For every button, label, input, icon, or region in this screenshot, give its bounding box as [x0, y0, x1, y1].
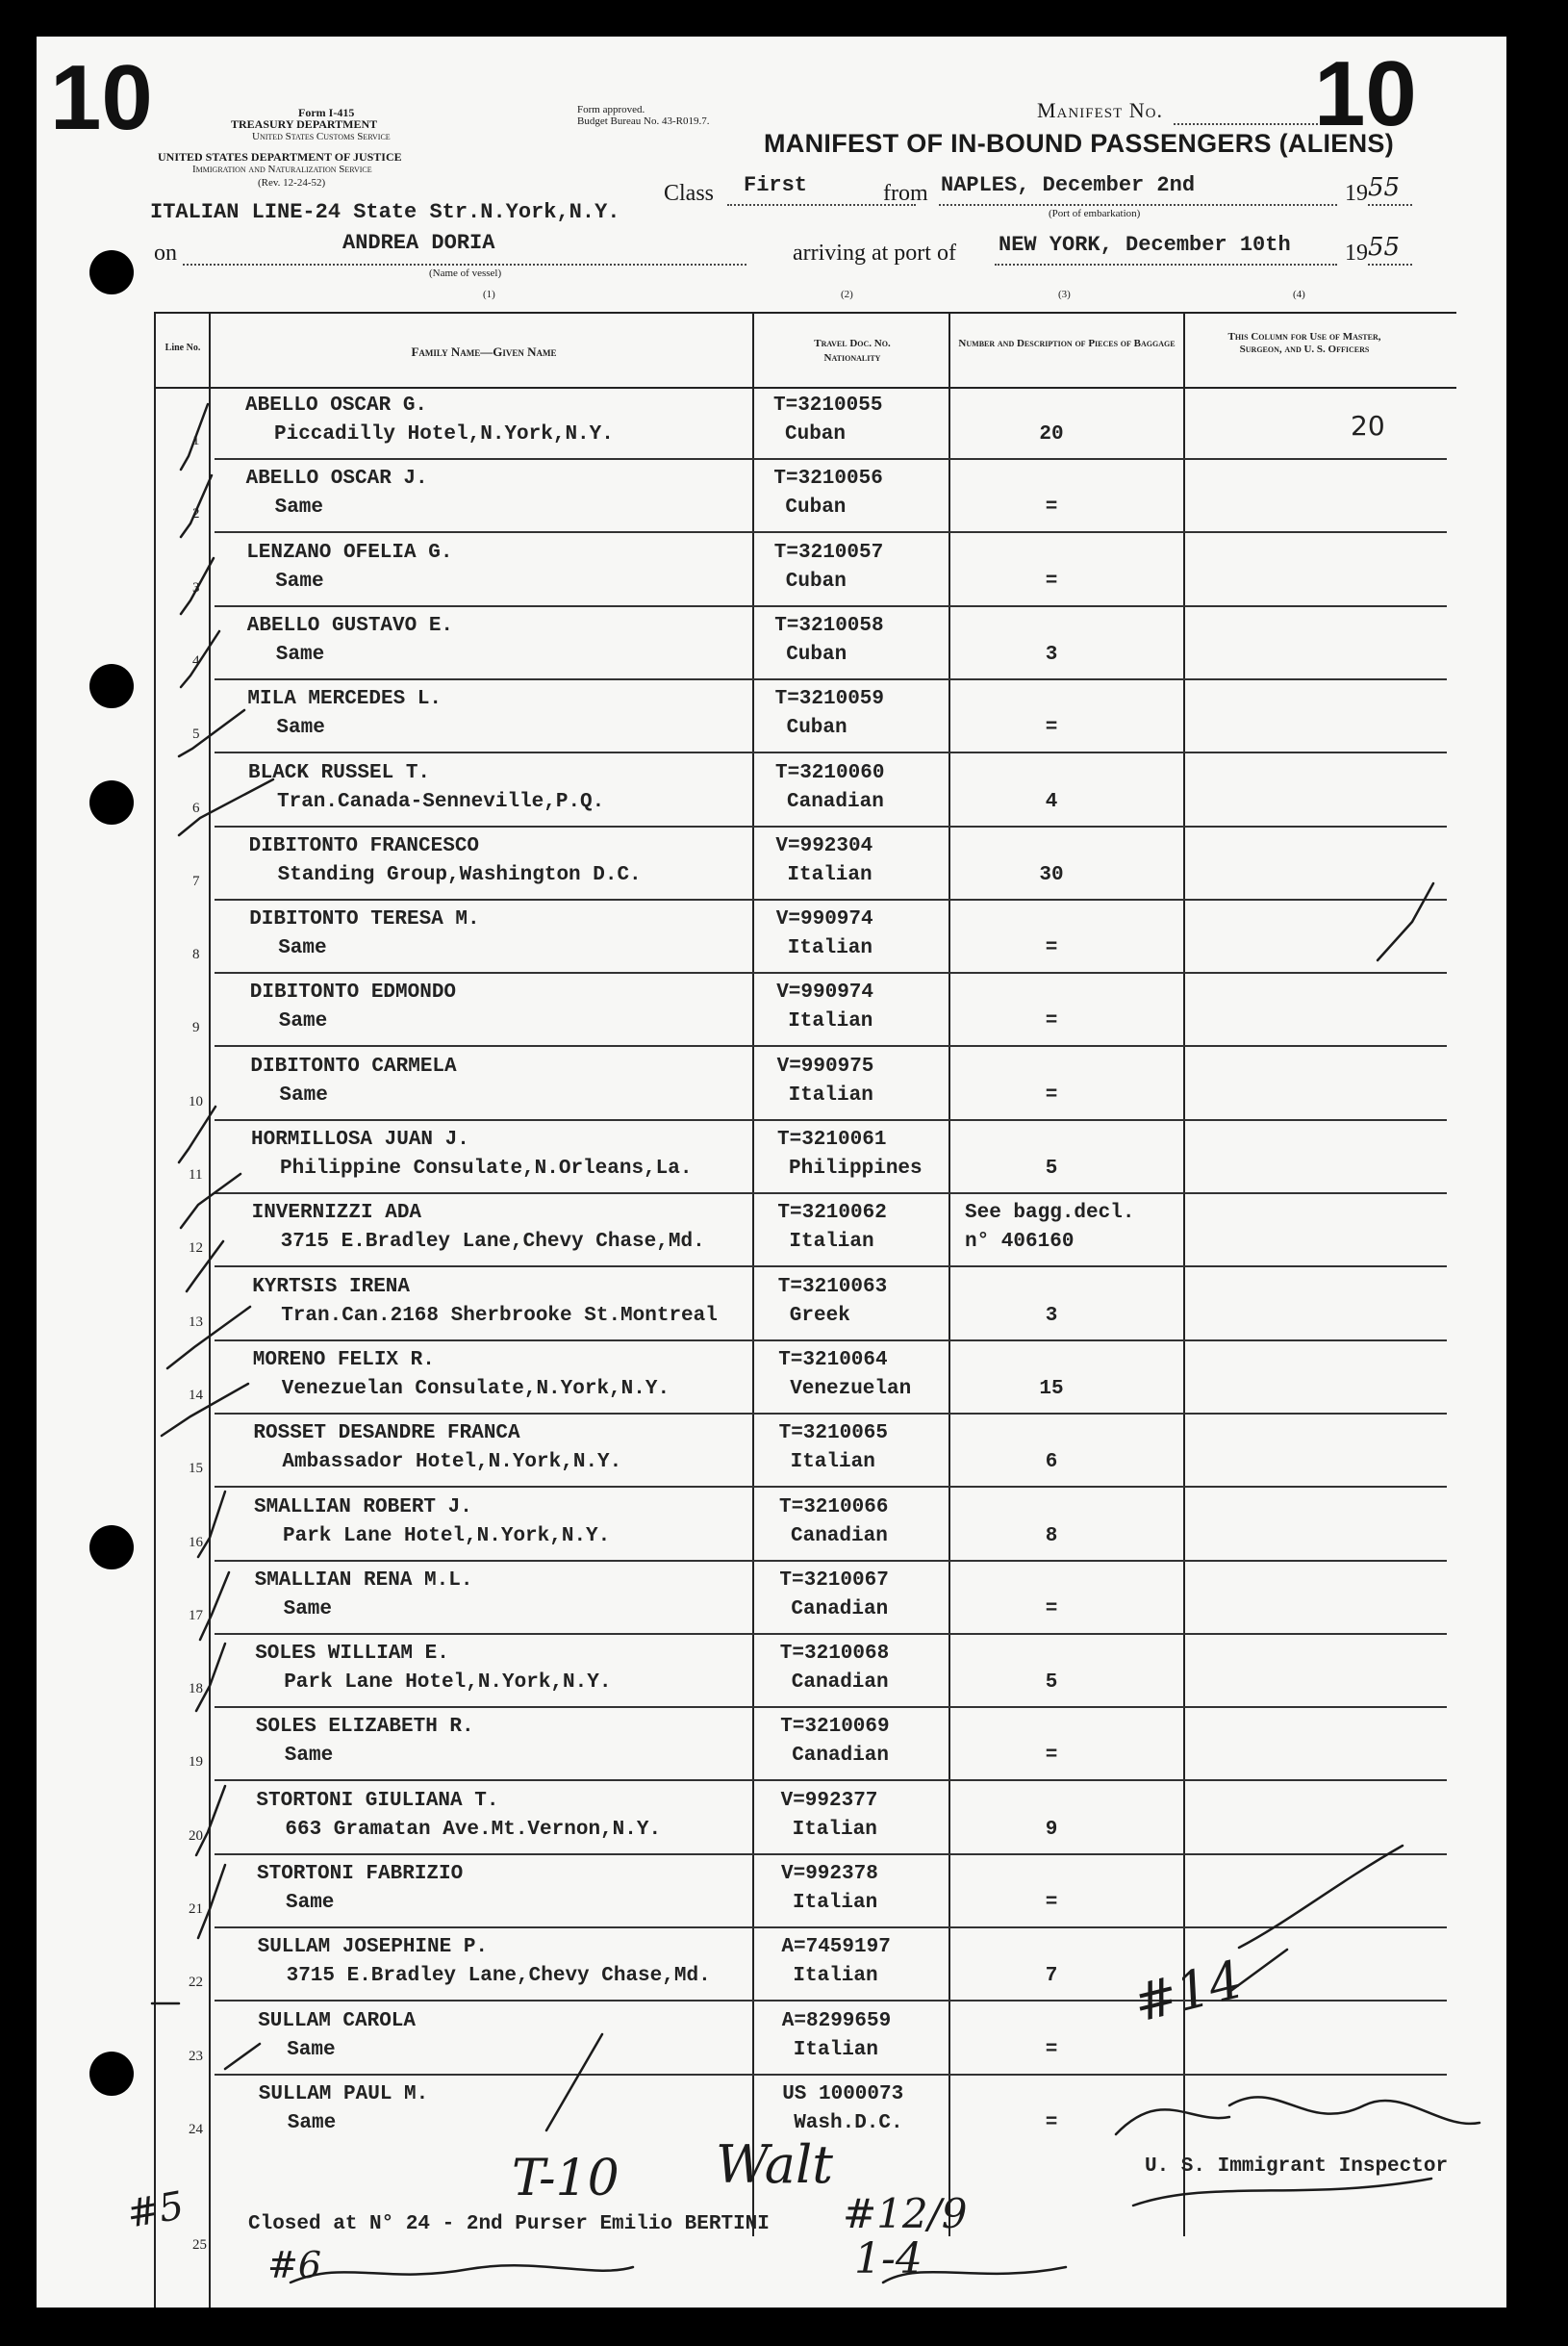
- line-number: 5: [192, 727, 200, 743]
- handwritten-num-left: #5: [123, 2183, 188, 2237]
- baggage-declaration: See bagg.decl.: [965, 1202, 1135, 1225]
- travel-doc-number: A=7459197: [781, 1936, 891, 1959]
- passenger-address: Same: [276, 717, 325, 740]
- nationality: Philippines: [789, 1158, 923, 1180]
- passenger-address: Park Lane Hotel,N.York,N.Y.: [284, 1671, 612, 1695]
- passenger-name: KYRTSIS IRENA: [252, 1275, 411, 1298]
- travel-doc-number: A=8299659: [781, 2009, 892, 2032]
- passenger-address: Piccadilly Hotel,N.York,N.Y.: [274, 423, 614, 446]
- travel-doc-number: T=3210055: [773, 395, 883, 417]
- nationality: Canadian: [792, 1745, 890, 1768]
- line-number: 22: [189, 1975, 203, 1991]
- line-number: 2: [192, 506, 200, 523]
- passenger-name: ROSSET DESANDRE FRANCA: [253, 1422, 520, 1445]
- nationality: Italian: [793, 2038, 879, 2061]
- officer-note: 20: [1351, 410, 1385, 442]
- vessel-name-label: (Name of vessel): [429, 268, 502, 279]
- baggage-count: =: [1045, 717, 1058, 740]
- nationality: Italian: [793, 1892, 878, 1914]
- passenger-name: STORTONI FABRIZIO: [257, 1863, 464, 1885]
- travel-doc-number: T=3210060: [775, 761, 885, 784]
- baggage-count: =: [1045, 1084, 1058, 1107]
- baggage-count: 3: [1045, 643, 1058, 666]
- nationality: Cuban: [785, 423, 847, 446]
- baggage-count: 8: [1045, 1524, 1058, 1547]
- travel-doc-number: T=3210063: [777, 1275, 888, 1298]
- baggage-count: =: [1045, 1745, 1058, 1768]
- arriving-value: NEW YORK, December 10th: [999, 233, 1291, 257]
- passenger-name: DIBITONTO EDMONDO: [249, 982, 457, 1005]
- line-number: 18: [189, 1681, 203, 1697]
- line-number: 14: [189, 1387, 203, 1403]
- ins-service: Immigration and Naturalization Service: [192, 164, 372, 175]
- footer-line-number: 25: [192, 2237, 207, 2253]
- year-prefix-2: 19: [1345, 241, 1368, 266]
- line-number: 20: [189, 1827, 203, 1844]
- baggage-count: 5: [1045, 1671, 1058, 1695]
- line-address: ITALIAN LINE-24 State Str.N.York,N.Y.: [150, 200, 620, 224]
- travel-doc-number: T=3210065: [778, 1422, 889, 1445]
- passenger-name: MORENO FELIX R.: [252, 1348, 435, 1371]
- baggage-count: =: [1045, 2111, 1058, 2134]
- nationality: Cuban: [785, 570, 847, 593]
- line-number: 17: [189, 1607, 203, 1623]
- line-number: 16: [189, 1534, 203, 1550]
- travel-doc-number: V=992304: [775, 834, 873, 857]
- nationality: Wash.D.C.: [794, 2111, 903, 2134]
- nationality: Canadian: [791, 1671, 889, 1695]
- header-baggage: Number and Description of Pieces of Baggage: [958, 338, 1176, 349]
- line-number: 1: [192, 433, 200, 448]
- passenger-name: SMALLIAN ROBERT J.: [254, 1495, 472, 1518]
- travel-doc-number: T=3210061: [777, 1129, 887, 1151]
- passenger-address: Same: [284, 1745, 334, 1768]
- nationality: Cuban: [785, 497, 847, 520]
- nationality: Canadian: [791, 1524, 888, 1547]
- from-value: NAPLES, December 2nd: [941, 173, 1196, 197]
- column-number-4: (4): [1293, 289, 1305, 300]
- nationality: Canadian: [791, 1597, 889, 1620]
- baggage-count: =: [1045, 2038, 1058, 2061]
- line-number: 21: [189, 1901, 203, 1917]
- nationality: Italian: [787, 937, 873, 960]
- column-number-3: (3): [1058, 289, 1071, 300]
- passenger-name: DIBITONTO FRANCESCO: [248, 834, 480, 857]
- nationality: Italian: [792, 1818, 877, 1841]
- passenger-name: BLACK RUSSEL T.: [248, 761, 431, 784]
- passenger-address: Same: [278, 937, 327, 960]
- baggage-count: =: [1045, 1597, 1058, 1620]
- year-value-2: 55: [1368, 233, 1401, 262]
- from-label: from: [883, 181, 928, 206]
- baggage-count: 6: [1045, 1451, 1058, 1474]
- passenger-name: SOLES WILLIAM E.: [255, 1643, 449, 1666]
- baggage-count: 20: [1039, 423, 1064, 446]
- passenger-address: 3715 E.Bradley Lane,Chevy Chase,Md.: [286, 1965, 711, 1988]
- passenger-address: Same: [278, 1010, 328, 1033]
- travel-doc-number: T=3210064: [778, 1348, 888, 1371]
- column-number-1: (1): [483, 289, 495, 300]
- travel-doc-number: T=3210069: [780, 1716, 890, 1739]
- passenger-name: DIBITONTO CARMELA: [250, 1055, 457, 1078]
- passenger-name: STORTONI GIULIANA T.: [256, 1789, 499, 1812]
- travel-doc-number: V=990975: [776, 1055, 874, 1078]
- travel-doc-number: V=992378: [781, 1863, 878, 1885]
- nationality: Italian: [788, 1010, 873, 1033]
- passenger-name: HORMILLOSA JUAN J.: [251, 1129, 469, 1151]
- line-number: 13: [189, 1313, 203, 1330]
- line-number: 24: [189, 2121, 203, 2137]
- passenger-address: Park Lane Hotel,N.York,N.Y.: [283, 1524, 611, 1547]
- passenger-name: ABELLO GUSTAVO E.: [246, 614, 454, 637]
- travel-doc-number: T=3210057: [773, 541, 884, 564]
- manifest-no-label: Manifest No.: [1037, 98, 1163, 122]
- passenger-name: SMALLIAN RENA M.L.: [254, 1568, 473, 1592]
- column-number-2: (2): [841, 289, 853, 300]
- baggage-count: =: [1045, 1892, 1058, 1914]
- manifest-title: MANIFEST OF IN-BOUND PASSENGERS (ALIENS): [764, 129, 1395, 158]
- justice-dept: UNITED STATES DEPARTMENT OF JUSTICE: [158, 150, 402, 164]
- header-doc: Travel Doc. No. Nationality: [814, 338, 891, 364]
- line-number: 9: [192, 1020, 200, 1036]
- baggage-count: 15: [1039, 1377, 1064, 1400]
- baggage-count: 30: [1039, 863, 1064, 886]
- form-approved: Form approved.: [577, 104, 645, 115]
- nationality: Italian: [789, 1231, 874, 1254]
- handwritten-row24-b: Walt: [716, 2134, 833, 2195]
- line-number: 3: [192, 579, 200, 596]
- line-number: 19: [189, 1754, 203, 1771]
- form-revision: (Rev. 12-24-52): [258, 177, 326, 189]
- passenger-address: Same: [274, 497, 324, 520]
- nationality: Venezuelan: [790, 1377, 912, 1400]
- travel-doc-number: V=992377: [780, 1789, 878, 1812]
- nationality: Greek: [789, 1304, 850, 1327]
- class-value: First: [744, 173, 808, 197]
- passenger-address: Tran.Can.2168 Sherbrooke St.Montreal: [281, 1304, 718, 1327]
- line-number: 23: [189, 2048, 203, 2064]
- manifest-page: [37, 37, 1506, 2308]
- passenger-name: LENZANO OFELIA G.: [246, 541, 453, 564]
- header-line-no: Line No.: [164, 343, 201, 353]
- baggage-count: =: [1045, 1010, 1058, 1033]
- baggage-count: 3: [1045, 1304, 1058, 1327]
- handwritten-marks: [37, 37, 1506, 2308]
- travel-doc-number: T=3210058: [774, 614, 884, 637]
- header-name: Family Name—Given Name: [411, 344, 557, 359]
- passenger-address: Same: [286, 1892, 335, 1914]
- passenger-name: MILA MERCEDES L.: [247, 688, 443, 711]
- nationality: Italian: [787, 863, 873, 886]
- passenger-address: Ambassador Hotel,N.York,N.Y.: [282, 1451, 622, 1474]
- handwritten-num-mid-2: 1-4: [854, 2234, 923, 2283]
- line-number: 15: [189, 1461, 203, 1477]
- line-number: 7: [192, 873, 200, 889]
- passenger-address: Philippine Consulate,N.Orleans,La.: [280, 1158, 693, 1180]
- passenger-name: SULLAM CAROLA: [258, 2009, 417, 2032]
- nationality: Italian: [790, 1451, 875, 1474]
- customs-service: United States Customs Service: [252, 131, 391, 142]
- vessel-name: ANDREA DORIA: [342, 231, 495, 255]
- line-number: 10: [189, 1093, 203, 1109]
- line-number: 4: [192, 652, 200, 669]
- year-prefix-1: 19: [1345, 181, 1368, 206]
- nationality: Italian: [788, 1084, 873, 1107]
- travel-doc-number: V=990974: [775, 908, 873, 931]
- corner-number-right: 10: [1314, 42, 1417, 145]
- baggage-count: 5: [1045, 1158, 1058, 1180]
- inspector-label: U. S. Immigrant Inspector: [1145, 2155, 1449, 2178]
- travel-doc-number: T=3210062: [777, 1202, 887, 1225]
- line-number: 11: [189, 1167, 203, 1183]
- baggage-count: =: [1045, 497, 1058, 520]
- passenger-address: Same: [287, 2038, 336, 2061]
- passenger-address: Same: [287, 2111, 337, 2134]
- travel-doc-number: T=3210067: [779, 1568, 889, 1592]
- handwritten-num-mid: #12/9: [843, 2190, 968, 2237]
- handwritten-note-14: #14: [1127, 1949, 1249, 2034]
- handwritten-num-left-2: #6: [267, 2244, 322, 2286]
- passenger-address: Same: [283, 1597, 333, 1620]
- passenger-name: DIBITONTO TERESA M.: [249, 908, 480, 931]
- nationality: Italian: [793, 1965, 878, 1988]
- passenger-address: 663 Gramatan Ave.Mt.Vernon,N.Y.: [285, 1818, 662, 1841]
- passenger-name: SOLES ELIZABETH R.: [255, 1716, 474, 1739]
- budget-bureau: Budget Bureau No. 43-R019.7.: [577, 115, 710, 127]
- arriving-label: arriving at port of: [793, 241, 956, 266]
- line-number: 12: [189, 1240, 203, 1257]
- treasury-dept: TREASURY DEPARTMENT: [231, 117, 378, 131]
- nationality: Cuban: [786, 717, 847, 740]
- baggage-count: =: [1045, 570, 1058, 593]
- nationality: Cuban: [786, 643, 847, 666]
- passenger-name: SULLAM JOSEPHINE P.: [257, 1936, 489, 1959]
- line-number: 6: [192, 800, 200, 816]
- on-label: on: [154, 241, 177, 266]
- travel-doc-number: T=3210068: [779, 1643, 890, 1666]
- passenger-address: Tran.Canada-Senneville,P.Q.: [277, 790, 605, 813]
- passenger-name: ABELLO OSCAR G.: [245, 395, 428, 417]
- passenger-address: Venezuelan Consulate,N.York,N.Y.: [281, 1377, 670, 1400]
- passenger-address: Same: [275, 570, 324, 593]
- travel-doc-number: T=3210059: [774, 688, 885, 711]
- line-number: 8: [192, 947, 200, 963]
- header-officers: This Column for Use of Master, Surgeon, and U. S. Officers: [1227, 331, 1381, 355]
- travel-doc-number: T=3210066: [779, 1495, 889, 1518]
- handwritten-row24-a: T-10: [512, 2150, 620, 2207]
- year-value-1: 55: [1368, 173, 1401, 202]
- passenger-name: INVERNIZZI ADA: [251, 1202, 422, 1225]
- closed-note: Closed at N° 24 - 2nd Purser Emilio BERTINI: [248, 2213, 770, 2235]
- class-label: Class: [664, 181, 715, 206]
- travel-doc-number: T=3210056: [773, 468, 883, 491]
- passenger-address: Same: [279, 1084, 328, 1107]
- passenger-address: Standing Group,Washington D.C.: [277, 863, 642, 886]
- baggage-count: 9: [1045, 1818, 1058, 1841]
- passenger-address: Same: [275, 643, 325, 666]
- baggage-count: =: [1045, 937, 1058, 960]
- passenger-address: 3715 E.Bradley Lane,Chevy Chase,Md.: [280, 1231, 705, 1254]
- baggage-count: 4: [1045, 790, 1058, 813]
- travel-doc-number: US 1000073: [782, 2082, 904, 2105]
- passenger-name: SULLAM PAUL M.: [258, 2082, 429, 2105]
- travel-doc-number: V=990974: [776, 982, 874, 1005]
- baggage-declaration-number: n° 406160: [965, 1231, 1075, 1254]
- corner-number-left: 10: [50, 46, 153, 149]
- baggage-count: 7: [1045, 1965, 1058, 1988]
- nationality: Canadian: [787, 790, 884, 813]
- form-number: Form I-415: [298, 106, 355, 119]
- passenger-name: ABELLO OSCAR J.: [245, 468, 428, 491]
- port-embarkation-label: (Port of embarkation): [1049, 208, 1141, 219]
